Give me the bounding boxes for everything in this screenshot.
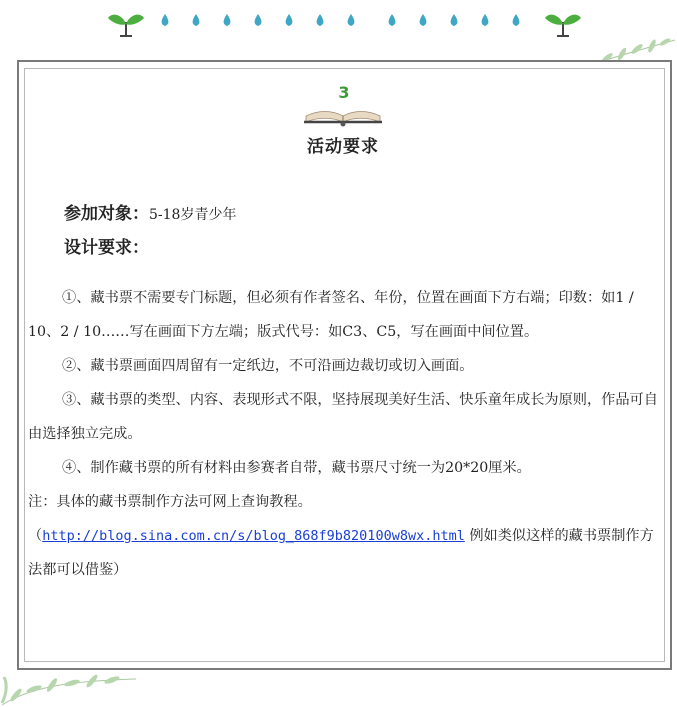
leaf-decoration-icon — [0, 637, 140, 707]
design-row — [64, 231, 658, 265]
requirement-3: ③、藏书票的类型、内容、表现形式不限，坚持展现美好生活、快乐童年成长为原则，作品可自由选择独立完成。 — [28, 392, 658, 442]
paren-open: （ — [28, 528, 43, 544]
note-text: 注：具体的藏书票制作方法可网上查询教程。 — [28, 494, 312, 510]
link-paragraph — [28, 519, 658, 587]
link-trailing-text: 例如类似这样的藏书票制作方法都可以借鉴） — [28, 528, 654, 578]
sprout-icon — [108, 15, 144, 36]
water-drops — [162, 14, 520, 26]
section-title: 活动要求 — [307, 137, 379, 157]
target-label: 参加对象： — [64, 204, 149, 224]
section-number: 3 — [338, 83, 350, 102]
requirement-2: ②、藏书票画面四周留有一定纸边，不可沿画边裁切或切入画面。 — [62, 358, 474, 374]
requirement-1: ①、藏书票不需要专门标题，但必须有作者签名、年份，位置在画面下方右端；印数：如1 / 10、2 / 10……写在画面下方左端；版式代号：如C3、C5，写在画面中间位置。 — [28, 290, 634, 340]
target-row — [64, 197, 658, 231]
requirement-4: ④、制作藏书票的所有材料由参赛者自带，藏书票尺寸统一为20*20厘米。 — [62, 460, 531, 476]
meta-info — [28, 197, 658, 265]
activity-requirements-section — [28, 84, 658, 587]
design-label: 设计要求： — [64, 238, 149, 258]
open-book-icon — [302, 102, 384, 128]
target-value: 5-18岁青少年 — [149, 207, 237, 223]
tutorial-link[interactable]: http://blog.sina.com.cn/s/blog_868f9b820100w8wx.html — [42, 528, 465, 544]
top-decoration — [0, 0, 677, 48]
sprout-icon — [545, 15, 581, 36]
requirements-body — [28, 281, 658, 587]
